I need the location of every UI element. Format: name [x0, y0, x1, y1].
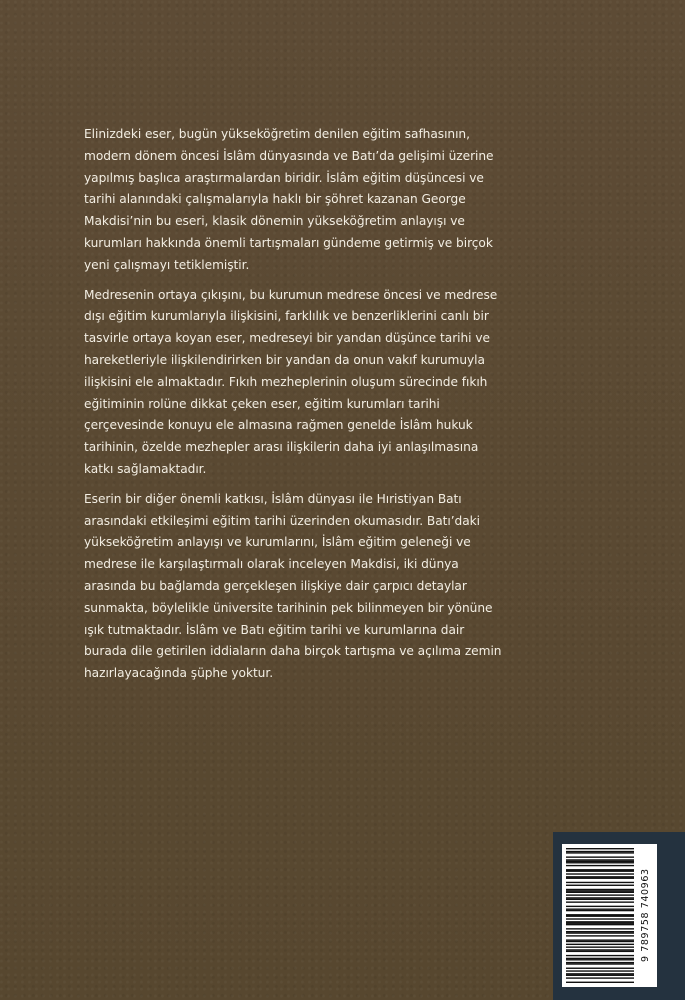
barcode-bar: [566, 935, 634, 936]
barcode-bar: [566, 977, 634, 978]
barcode-bar: [566, 946, 634, 947]
barcode-bar: [566, 873, 634, 874]
barcode-bar: [566, 975, 634, 976]
barcode-bar: [566, 848, 634, 849]
barcode-bar: [566, 882, 634, 883]
barcode-bar: [566, 924, 634, 925]
barcode-bar: [566, 931, 634, 932]
barcode-bar: [566, 856, 634, 857]
barcode-bar: [566, 878, 634, 879]
barcode-bar: [566, 959, 634, 960]
barcode-bar: [566, 968, 634, 969]
barcode-bar: [566, 962, 634, 963]
blurb-text: [84, 124, 504, 693]
barcode-bar: [566, 861, 634, 862]
barcode-bar: [566, 939, 634, 940]
barcode-bar: [566, 982, 634, 983]
barcode-bar: [566, 901, 634, 902]
barcode-panel: [553, 832, 685, 1000]
barcode-bar: [566, 908, 634, 909]
barcode-bar: [566, 958, 634, 959]
barcode-bar: [566, 897, 634, 898]
barcode-bar: [566, 894, 634, 895]
barcode-bar: [566, 889, 634, 890]
barcode-bar: [566, 892, 634, 893]
barcode-bar: [566, 916, 634, 917]
barcode-bar: [566, 963, 634, 964]
barcode-bar: [566, 949, 634, 950]
barcode-bar: [566, 970, 634, 971]
barcode-bar: [566, 910, 634, 911]
barcode-bar: [566, 852, 634, 853]
barcode-bar: [566, 955, 634, 956]
barcode-bar: [566, 918, 634, 919]
barcode-bar: [566, 859, 634, 860]
barcode-bars: [566, 848, 636, 983]
barcode-bar: [566, 865, 634, 866]
barcode-bar: [566, 923, 634, 924]
barcode-bar: [566, 885, 634, 886]
barcode-bar: [566, 914, 634, 915]
barcode-bar: [566, 876, 634, 877]
blurb-paragraph-3: Eserin bir diğer önemli katkısı, İslâm dünyası ile Hıristiyan Batı arasındaki etkileşimi eğitim tarihi üzerinden okumasıdır. Batı’daki yükseköğretim anlayışı ve kurumlarını, İslâm eğitim geleneği ve medrese ile karşılaştırmalı olarak inceleyen Makdisi, iki dünya arasında bu bağlamda gerçekleşen ilişkiye dair çarpıcı detaylar sunmakta, böylelikle üniversite tarihinin pek bilinmeyen bir yönüne ışık tutmaktadır. İslâm ve Batı eğitim tarihi ve kurumlarına dair burada dile getirilen iddiaların daha birçok tartışma ve açılıma zemin hazırlayacağında şüphe yoktur.: [84, 491, 502, 681]
barcode-bar: [566, 944, 634, 945]
barcode-bar: [566, 899, 634, 900]
barcode-bar: [566, 890, 634, 891]
barcode-bar: [566, 851, 634, 852]
isbn-digits: 9 789758 740963: [640, 868, 651, 963]
blurb-paragraph-1: Elinizdeki eser, bugün yükseköğretim denilen eğitim safhasının, modern dönem öncesi İslâm dünyasında ve Batı’da gelişimi üzerine yapılmış başlıca araştırmalardan biridir. İslâm eğitim düşüncesi ve tarihi alanındaki çalışmalarıyla haklı bir şöhret kazanan George Makdisi’nin bu eseri, klasik dönemin yükseköğretim anlayışı ve kurumları hakkında önemli tartışmaları gündeme getirmiş ve birçok yeni çalışmayı tetiklemiştir.: [84, 127, 494, 272]
barcode-bar: [566, 862, 634, 863]
barcode-bar: [566, 869, 634, 870]
barcode-bar: [566, 921, 634, 922]
barcode-bar: [566, 928, 634, 929]
barcode-bar: [566, 951, 634, 952]
barcode-bar: [566, 973, 634, 974]
barcode-bar: [566, 932, 634, 933]
barcode-bar: [566, 941, 634, 942]
barcode-bar: [566, 906, 634, 907]
blurb-paragraph-2: Medresenin ortaya çıkışını, bu kurumun medrese öncesi ve medrese dışı eğitim kurumlarıyla ilişkisini, farklılık ve benzerliklerini canlı bir tasvirle ortaya koyan eser, medreseyi bir yandan düşünce tarihi ve hareketleriyle ilişkilendirirken bir yandan da onun vakıf kurumuyla ilişkisini ele almaktadır. Fıkıh mezheplerinin oluşum sürecinde fıkıh eğitiminin rolüne dikkat çeken eser, eğitim kurumları tarihi çerçevesinde konuyu ele almasına rağmen genelde İslâm hukuk tarihinin, özelde mezhepler arası ilişkilerin daha iyi anlaşılmasına katkı sağlamaktadır.: [84, 287, 498, 476]
barcode-bar: [566, 871, 634, 872]
isbn-barcode: [562, 844, 657, 987]
